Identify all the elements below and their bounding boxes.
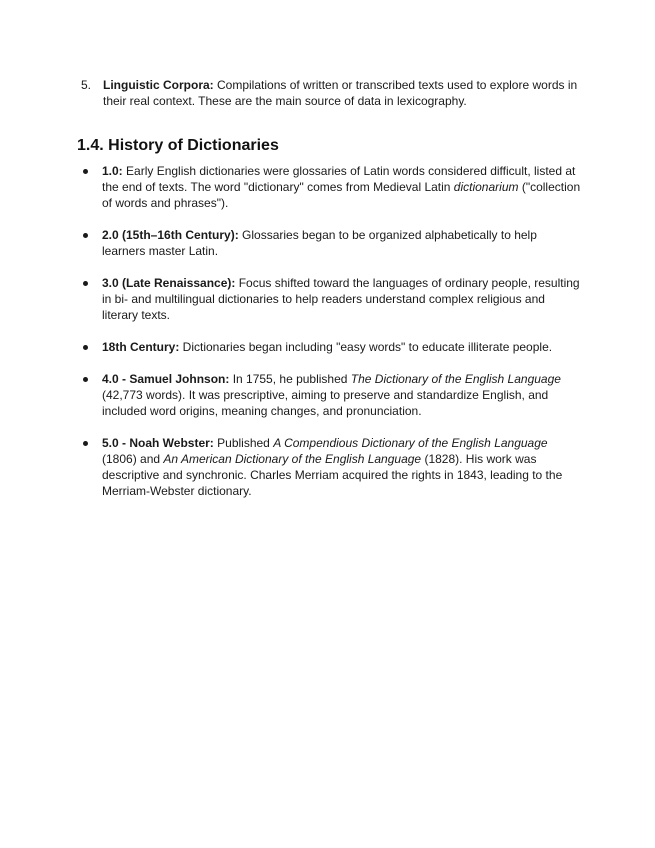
bullet-term: 5.0 - Noah Webster: xyxy=(102,436,214,450)
section-heading: 1.4. History of Dictionaries xyxy=(77,137,279,154)
bullet-item-18th-century xyxy=(83,339,583,355)
bullet-item-2-0 xyxy=(83,227,583,259)
bullet-text: Early English dictionaries were glossaries of Latin words considered difficult, listed at the end of texts. The word "dictionary" comes from Medieval Latin xyxy=(102,164,576,194)
bullet-italic: A Compendious Dictionary of the English Language xyxy=(273,436,548,450)
bullet-text: ("collection of words and phrases"). xyxy=(102,180,581,210)
bullet-item-1-0 xyxy=(83,163,583,211)
bullet-term: 4.0 - Samuel Johnson: xyxy=(102,372,230,386)
bullet-italic: An American Dictionary of the English Language xyxy=(163,452,422,466)
bullet-item-4-0 xyxy=(83,371,583,419)
bullet-icon xyxy=(83,169,88,174)
bullet-term: 3.0 (Late Renaissance): xyxy=(102,276,236,290)
bullet-icon xyxy=(83,281,88,286)
bullet-text: Focus shifted toward the languages of ordinary people, resulting in bi- and multilingual dictionaries to help readers understand complex religious and literary texts. xyxy=(102,276,580,322)
bullet-icon xyxy=(83,345,88,350)
bullet-term: 2.0 (15th–16th Century): xyxy=(102,228,239,242)
bullet-text: Dictionaries began including "easy words" to educate illiterate people. xyxy=(179,340,553,354)
bullet-text: In 1755, he published xyxy=(229,372,351,386)
bullet-term: 1.0: xyxy=(102,164,123,178)
list-number: 5. xyxy=(81,78,92,92)
term-description: Compilations of written or transcribed texts used to explore words in their real context. These are the main source of data in lexicography. xyxy=(103,78,578,108)
list-item-linguistic-corpora xyxy=(81,77,581,109)
bullet-item-5-0 xyxy=(83,435,583,499)
bullet-item-3-0 xyxy=(83,275,583,323)
bullet-icon xyxy=(83,377,88,382)
bullet-icon xyxy=(83,441,88,446)
bullet-text: (1806) and xyxy=(102,452,164,466)
bullet-text: (42,773 words). It was prescriptive, aiming to preserve and standardize English, and included word origins, meaning changes, and pronunciation. xyxy=(102,388,549,418)
bullet-term: 18th Century: xyxy=(102,340,180,354)
history-bullet-list xyxy=(83,163,583,515)
bullet-text: (1828). His work was descriptive and synchronic. Charles Merriam acquired the rights in 1843, leading to the Merriam-Webster dictionary. xyxy=(102,452,563,498)
bullet-italic: The Dictionary of the English Language xyxy=(350,372,561,386)
numbered-list xyxy=(81,77,581,109)
bullet-icon xyxy=(83,233,88,238)
bullet-text: Glossaries began to be organized alphabetically to help learners master Latin. xyxy=(102,228,537,258)
bullet-text: Published xyxy=(213,436,274,450)
term-label: Linguistic Corpora: xyxy=(103,78,214,92)
bullet-italic: dictionarium xyxy=(453,180,519,194)
